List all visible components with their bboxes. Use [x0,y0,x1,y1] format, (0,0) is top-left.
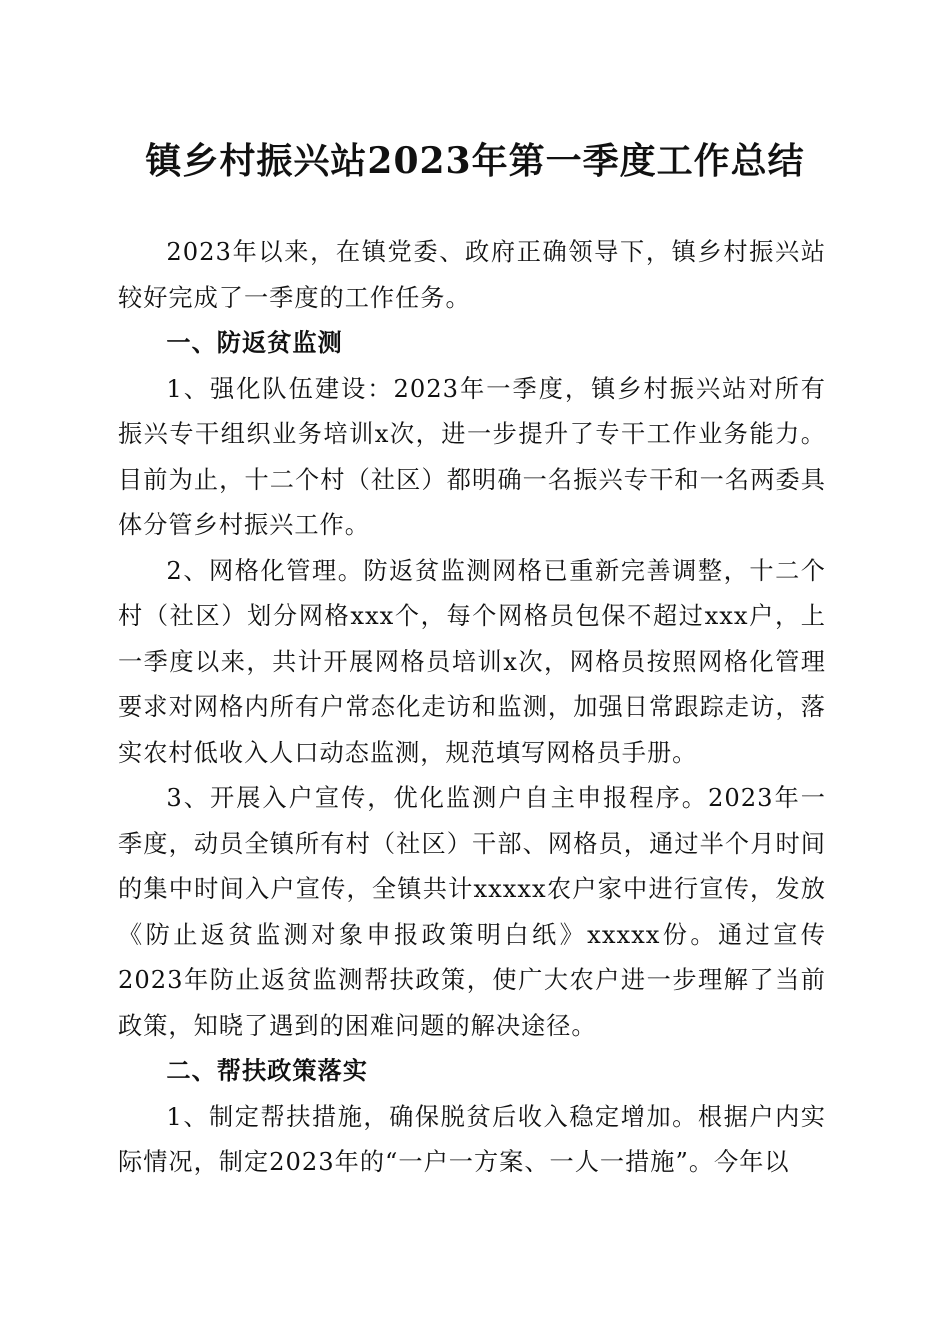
section-1-paragraph-1: 1、强化队伍建设：2023年一季度，镇乡村振兴站对所有振兴专干组织业务培训x次，进一步提升了专干工作业务能力。目前为止，十二个村（社区）都明确一名振兴专干和一名两委具体分管乡村振兴工作。 [118,374,826,539]
section-heading-2: 二、帮扶政策落实 [166,1057,368,1085]
section-1-paragraph-2: 2、网格化管理。防返贫监测网格已重新完善调整，十二个村（社区）划分网格xxx个，每个网格员包保不超过xxx户，上一季度以来，共计开展网格员培训x次，网格员按照网格化管理要求对网格内所有户常态化走访和监测，加强日常跟踪走访，落实农村低收入人口动态监测，规范填写网格员手册。 [118,556,826,767]
section-heading-1: 一、防返贫监测 [166,329,343,357]
document-title: 镇乡村振兴站2023年第一季度工作总结 [145,140,805,182]
section-1-paragraph-3: 3、开展入户宣传，优化监测户自主申报程序。2023年一季度，动员全镇所有村（社区）干部、网格员，通过半个月时间的集中时间入户宣传，全镇共计xxxxx农户家中进行宣传，发放《防止返贫监测对象申报政策明白纸》xxxxx份。通过宣传2023年防止返贫监测帮扶政策，使广大农户进一步理解了当前政策，知晓了遇到的困难问题的解决途径。 [118,784,826,1040]
document-body [118,230,826,1186]
intro-paragraph: 2023年以来，在镇党委、政府正确领导下，镇乡村振兴站较好完成了一季度的工作任务。 [118,238,826,312]
section-2-paragraph-1: 1、制定帮扶措施，确保脱贫后收入稳定增加。根据户内实际情况，制定2023年的“一户一方案、一人一措施”。今年以 [118,1102,826,1176]
